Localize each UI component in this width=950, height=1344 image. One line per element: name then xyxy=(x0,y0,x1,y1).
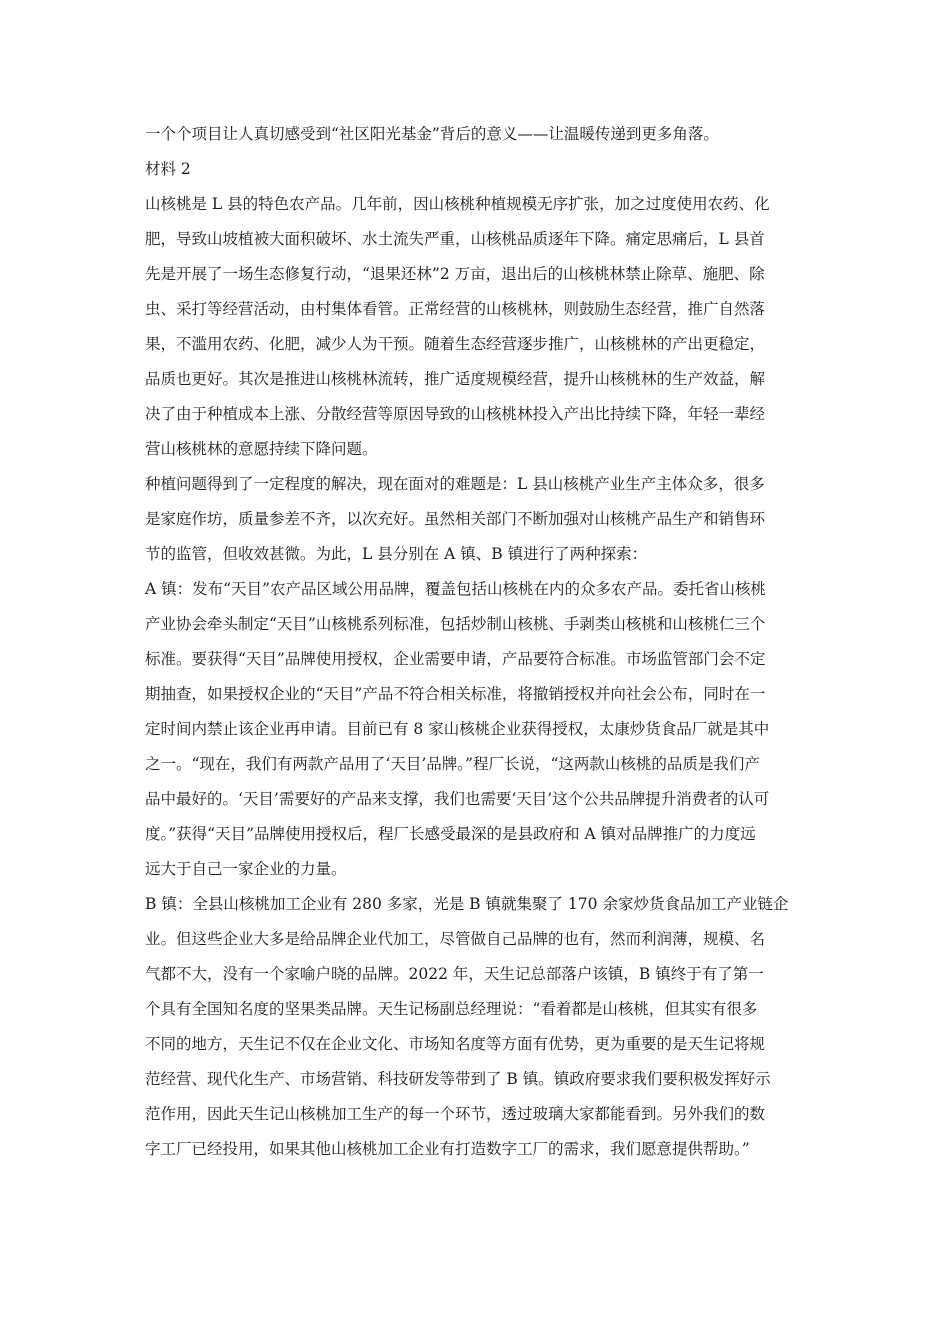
text-line: 期抽查，如果授权企业的“天目”产品不符合相关标准，将撤销授权并向社会公布，同时在一 xyxy=(145,685,766,703)
text-line: 山核桃是 L 县的特色农产品。几年前，因山核桃种植规模无序扩张，加之过度使用农药、化 xyxy=(145,195,770,213)
text-line: 果，不滥用农药、化肥，减少人为干预。随着生态经营逐步推广，山核桃林的产出更稳定， xyxy=(145,335,766,353)
text-line: 品中最好的。‘天目’需要好的产品来支撑，我们也需要‘天目’这个公共品牌提升消费者的认可 xyxy=(145,790,770,808)
text-line: 不同的地方，天生记不仅在企业文化、市场知名度等方面有优势，更为重要的是天生记将规 xyxy=(145,1035,766,1053)
section-heading: 材料 2 xyxy=(145,160,191,178)
text-line: 决了由于种植成本上涨、分散经营等原因导致的山核桃林投入产出比持续下降，年轻一辈经 xyxy=(145,405,766,423)
text-line: 标准。要获得“天目”品牌使用授权，企业需要申请，产品要符合标准。市场监管部门会不定 xyxy=(145,650,766,668)
text-line: 一个个项目让人真切感受到“社区阳光基金”背后的意义——让温暖传递到更多角落。 xyxy=(145,125,719,143)
text-line: A 镇：发布“天目”农产品区域公用品牌，覆盖包括山核桃在内的众多农产品。委托省山核桃 xyxy=(145,580,766,598)
text-line: 个具有全国知名度的坚果类品牌。天生记杨副总经理说：“看着都是山核桃，但其实有很多 xyxy=(145,1000,758,1018)
text-line: 度。”获得“天目”品牌使用授权后，程厂长感受最深的是县政府和 A 镇对品牌推广的力度远 xyxy=(145,825,756,843)
text-line: 节的监管，但收效甚微。为此，L 县分别在 A 镇、B 镇进行了两种探索： xyxy=(145,545,648,563)
text-line: 定时间内禁止该企业再申请。目前已有 8 家山核桃企业获得授权，太康炒货食品厂就是其中 xyxy=(145,720,770,738)
text-line: 营山核桃林的意愿持续下降问题。 xyxy=(145,440,378,458)
text-line: 品质也更好。其次是推进山核桃林流转，推广适度规模经营，提升山核桃林的生产效益，解 xyxy=(145,370,766,388)
text-line: 肥，导致山坡植被大面积破坏、水土流失严重，山核桃品质逐年下降。痛定思痛后，L 县首 xyxy=(145,230,765,248)
text-line: 字工厂已经投用，如果其他山核桃加工企业有打造数字工厂的需求，我们愿意提供帮助。” xyxy=(145,1140,750,1158)
text-line: 先是开展了一场生态修复行动，“退果还林”2 万亩，退出后的山核桃林禁止除草、施肥、除 xyxy=(145,265,765,283)
text-line: 产业协会牵头制定“天目”山核桃系列标准，包括炒制山核桃、手剥类山核桃和山核桃仁三个 xyxy=(145,615,766,633)
text-line: 远大于自己一家企业的力量。 xyxy=(145,860,347,878)
text-line: 是家庭作坊，质量参差不齐，以次充好。虽然相关部门不断加强对山核桃产品生产和销售环 xyxy=(145,510,766,528)
text-line: 业。但这些企业大多是给品牌企业代加工，尽管做自己品牌的也有，然而利润薄，规模、名 xyxy=(145,930,766,948)
text-line: 种植问题得到了一定程度的解决，现在面对的难题是：L 县山核桃产业生产主体众多，很多 xyxy=(145,475,765,493)
text-line: 虫、采打等经营活动，由村集体看管。正常经营的山核桃林，则鼓励生态经营，推广自然落 xyxy=(145,300,766,318)
text-line: B 镇：全县山核桃加工企业有 280 多家，光是 B 镇就集聚了 170 余家炒货食品加工产业链企 xyxy=(145,895,789,913)
text-line: 气都不大，没有一个家喻户晓的品牌。2022 年，天生记总部落户该镇，B 镇终于有了第一 xyxy=(145,965,764,983)
text-line: 范作用，因此天生记山核桃加工生产的每一个环节，透过玻璃大家都能看到。另外我们的数 xyxy=(145,1105,766,1123)
text-line: 范经营、现代化生产、市场营销、科技研发等带到了 B 镇。镇政府要求我们要积极发挥好示 xyxy=(145,1070,771,1088)
text-line: 之一。“现在，我们有两款产品用了‘天目’品牌。”程厂长说，“这两款山核桃的品质是我们产 xyxy=(145,755,760,773)
